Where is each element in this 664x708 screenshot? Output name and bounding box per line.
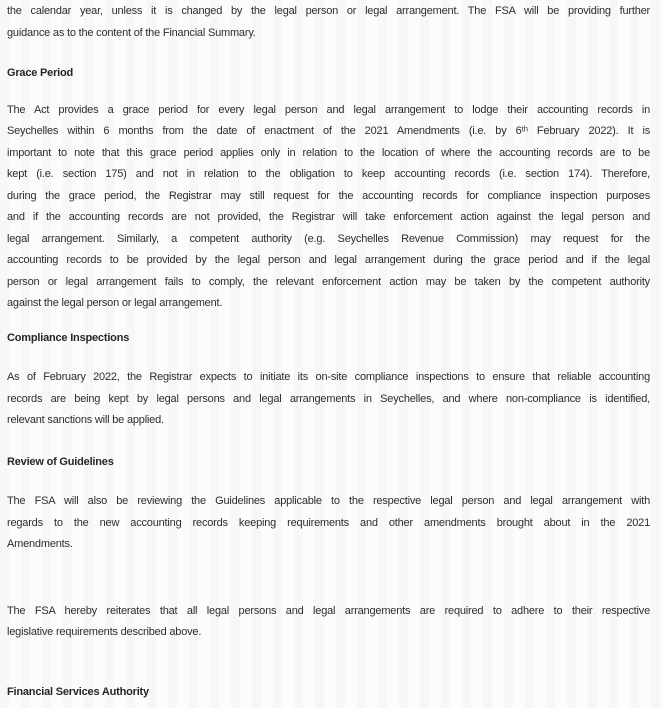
text-line: Seychelles within 6 months from the date of enactment of the 2021 Amendments (i.e. by 6ᵗʰ February 2022). It is	[7, 125, 650, 137]
text-line: kept (i.e. section 175) and not in relation to the obligation to keep accounting records (i.e. section 174). Therefore,	[7, 168, 650, 180]
paragraph-compliance-inspections	[7, 367, 650, 432]
paragraph-review-of-guidelines	[7, 491, 650, 556]
text-line: records are being kept by legal persons and legal arrangements in Seychelles, and where non-compliance is identified,	[7, 392, 650, 405]
text-line: against the legal person or legal arrangement.	[7, 297, 223, 309]
text-line: regards to the new accounting records keeping requirements and other amendments brought about in the 2021	[7, 516, 650, 529]
paragraph-financial-summary	[7, 1, 650, 44]
text-line: important to note that this grace period applies only in relation to the location of where the accounting records are to be	[7, 146, 650, 159]
text-line: The FSA will also be reviewing the Guidelines applicable to the respective legal person and legal arrangement with	[7, 495, 650, 507]
text-line: relevant sanctions will be applied.	[7, 414, 164, 426]
text-line: and if the accounting records are not provided, the Registrar will take enforcement action against the legal person and	[7, 211, 650, 223]
text-line: legal arrangement. Similarly, a competent authority (e.g. Seychelles Revenue Commission) may request for the	[7, 232, 650, 245]
text-line: the calendar year, unless it is changed by the legal person or legal arrangement. The FSA will be providing further	[7, 5, 650, 17]
text-line: person or legal arrangement fails to comply, the relevant enforcement action may be taken by the competent authority	[7, 275, 650, 288]
text-line: The FSA hereby reiterates that all legal persons and legal arrangements are required to adhere to their respective	[7, 604, 650, 617]
paragraph-grace-period	[7, 100, 650, 315]
text-line: accounting records to be provided by the legal person and legal arrangement during the grace period and if the legal	[7, 254, 650, 266]
heading-financial-services-authority: Financial Services Authority	[7, 685, 149, 698]
text-line: during the grace period, the Registrar may still request for the accounting records for compliance inspection purposes	[7, 189, 650, 202]
text-line: legislative requirements described above.	[7, 626, 202, 638]
text-line: As of February 2022, the Registrar expects to initiate its on-site compliance inspections to ensure that reliable accounting	[7, 371, 650, 383]
heading-compliance-inspections: Compliance Inspections	[7, 331, 130, 344]
paragraph-reiteration	[7, 601, 650, 644]
text-line: guidance as to the content of the Financial Summary.	[7, 26, 256, 39]
text-line: The Act provides a grace period for every legal person and legal arrangement to lodge their accounting records in	[7, 103, 650, 116]
text-line: Amendments.	[7, 538, 73, 550]
heading-grace-period: Grace Period	[7, 67, 74, 79]
heading-review-of-guidelines: Review of Guidelines	[7, 455, 114, 468]
